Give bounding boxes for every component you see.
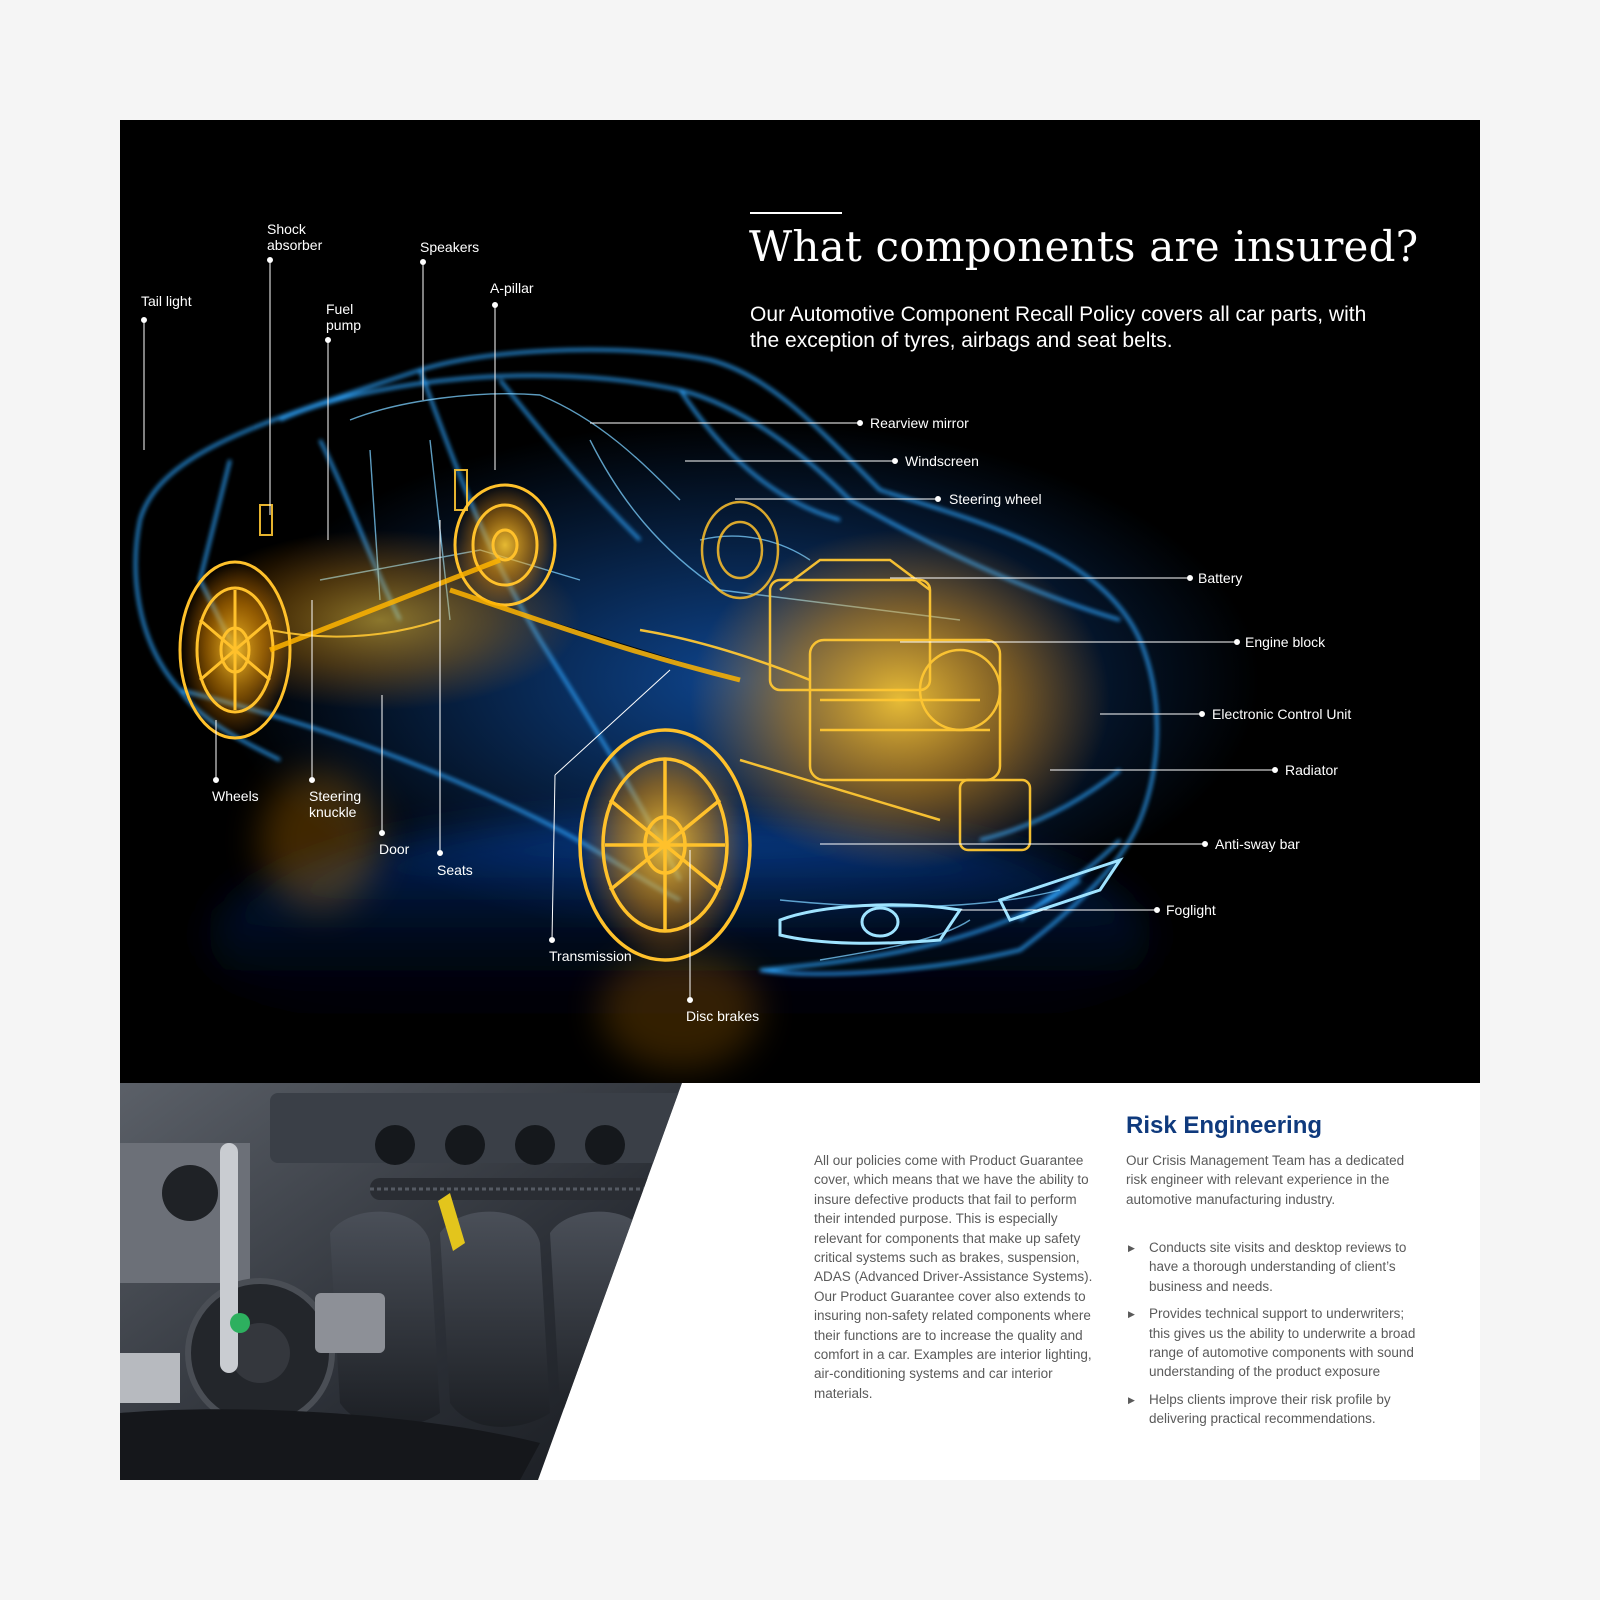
callout-battery: Battery [1198, 570, 1243, 586]
list-item [1126, 1390, 1426, 1429]
wheel-front-left [580, 730, 750, 960]
list-item-text: Helps clients improve their risk profile by delivering practical recommendations. [1149, 1391, 1391, 1427]
callout-steering-knuckle-line2: knuckle [309, 804, 357, 820]
callout-steering-wheel: Steering wheel [949, 491, 1042, 507]
callout-speakers: Speakers [420, 239, 480, 255]
risk-engineering-list [1126, 1238, 1426, 1437]
callout-shock-absorber-line1: Shock [267, 221, 306, 237]
risk-engineering-intro: Our Crisis Management Team has a dedicated risk engineer with relevant experience in the automotive manufacturing industry. [1126, 1153, 1405, 1207]
callout-steering-knuckle-line1: Steering [309, 788, 362, 804]
list-item [1126, 1304, 1426, 1382]
callout-shock-absorber-line2: absorber [267, 237, 323, 253]
callout-ecu: Electronic Control Unit [1212, 706, 1352, 722]
callout-transmission: Transmission [549, 948, 632, 964]
callout-fuel-pump [326, 301, 361, 333]
callout-wheels: Wheels [212, 788, 259, 804]
callout-steering-knuckle [309, 788, 361, 820]
risk-engineering-heading: Risk Engineering [1126, 1112, 1323, 1139]
callout-fuel-pump-line1: Fuel [326, 301, 354, 317]
callout-disc-brakes: Disc brakes [686, 1008, 760, 1024]
callout-door: Door [379, 841, 410, 857]
triangle-bullet-icon: ▶ [1128, 1309, 1135, 1320]
callout-windscreen: Windscreen [905, 453, 979, 469]
triangle-bullet-icon: ▶ [1128, 1243, 1135, 1253]
wheel-rear-right [455, 485, 555, 605]
brochure-page [120, 120, 1480, 1480]
hero-section [120, 120, 1480, 1083]
list-item-text: Provides technical support to underwriters; this gives us the ability to underwrite a broad range of automotive components with sound understanding of the product exposure [1149, 1306, 1416, 1380]
callout-shock-absorber [267, 221, 322, 253]
hero-subtitle: Our Automotive Component Recall Policy covers all car parts, with the exception of tyres, airbags and seat belts. [750, 303, 1367, 352]
callout-engine-block: Engine block [1245, 634, 1326, 650]
hero-title: What components are insured? [749, 222, 1419, 271]
callout-tail-light: Tail light [141, 293, 192, 309]
list-item [1126, 1238, 1426, 1296]
callout-a-pillar: A-pillar [490, 280, 534, 296]
callout-seats: Seats [437, 862, 473, 878]
callout-rearview-mirror: Rearview mirror [870, 415, 969, 431]
callout-anti-sway-bar: Anti-sway bar [1215, 836, 1300, 852]
callout-fuel-pump-line2: pump [326, 317, 362, 333]
product-guarantee-text: All our policies come with Product Guarantee cover, which means that we have the ability to insure defective products that fail to perform their intended purpose. This is especially relevant for components that make up safety critical systems such as brakes, suspension, ADAS (Advanced Driver-Assistance Systems). Our Product Guarantee cover also extends to insuring non-safety related components where their functions are to increase the quality and comfort in a car. Examples are interior lighting, air-conditioning systems and car interior materials. [814, 1153, 1093, 1401]
callout-foglight: Foglight [1166, 902, 1216, 918]
list-item-text: Conducts site visits and desktop reviews to have a thorough understanding of client’s business and needs. [1149, 1240, 1407, 1294]
title-rule [750, 212, 842, 214]
triangle-bullet-icon: ▶ [1128, 1394, 1135, 1405]
callout-radiator: Radiator [1285, 762, 1338, 778]
